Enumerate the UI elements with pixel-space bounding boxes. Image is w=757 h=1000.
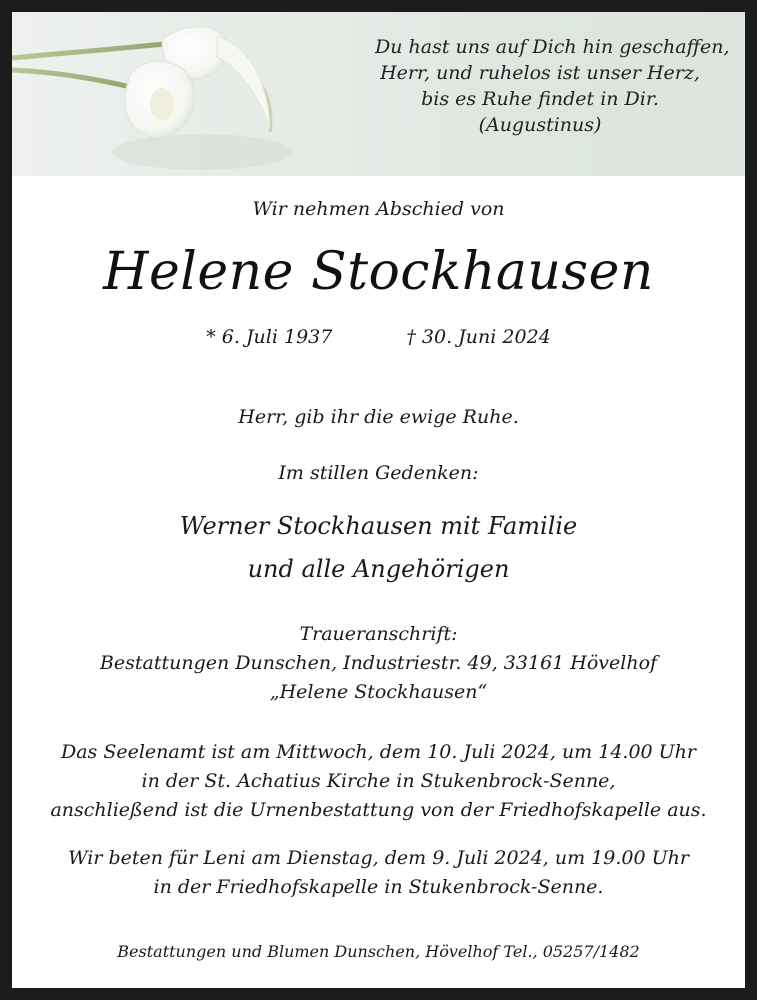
intro-text: Wir nehmen Abschied von (252, 198, 505, 220)
mourning-address (12, 620, 745, 707)
calla-lily-image (12, 12, 312, 176)
family-line-1: Werner Stockhausen mit Familie (179, 512, 578, 540)
death-date: † 30. Juni 2024 (406, 326, 551, 348)
prayer-text: Herr, gib ihr die ewige Ruhe. (238, 406, 519, 428)
memory-text: Im stillen Gedenken: (278, 462, 479, 484)
obituary-card (12, 12, 745, 988)
requiem-info (12, 738, 745, 825)
prayer-service-line: in der Friedhofskapelle in Stukenbrock-Senne. (153, 876, 604, 898)
quote-line: Du hast uns auf Dich hin geschaffen, (375, 36, 730, 58)
family-line-2: und alle Angehörigen (247, 555, 510, 583)
quote-line: Herr, und ruhelos ist unser Herz, (380, 62, 700, 84)
quote-line: bis es Ruhe findet in Dir. (421, 88, 659, 110)
address-label: Traueranschrift: (299, 623, 458, 645)
requiem-line: anschließend ist die Urnenbestattung von der Friedhofskapelle aus. (50, 799, 707, 821)
deceased-name: Helene Stockhausen (103, 242, 654, 302)
funeral-home-footer: Bestattungen und Blumen Dunschen, Hövelhof Tel., 05257/1482 (117, 942, 640, 961)
requiem-line: in der St. Achatius Kirche in Stukenbrock-Senne, (141, 770, 616, 792)
header-banner (12, 12, 745, 176)
address-line: Bestattungen Dunschen, Industriestr. 49, 33161 Hövelhof (99, 652, 658, 674)
requiem-line: Das Seelenamt ist am Mittwoch, dem 10. Juli 2024, um 14.00 Uhr (60, 741, 697, 763)
quote-block (375, 34, 730, 138)
prayer-service-line: Wir beten für Leni am Dienstag, dem 9. Juli 2024, um 19.00 Uhr (68, 847, 689, 869)
address-line: „Helene Stockhausen“ (269, 681, 488, 703)
quote-author: (Augustinus) (478, 114, 602, 136)
birth-date: * 6. Juli 1937 (206, 326, 333, 348)
life-dates (12, 326, 745, 348)
prayer-service-info (12, 844, 745, 902)
